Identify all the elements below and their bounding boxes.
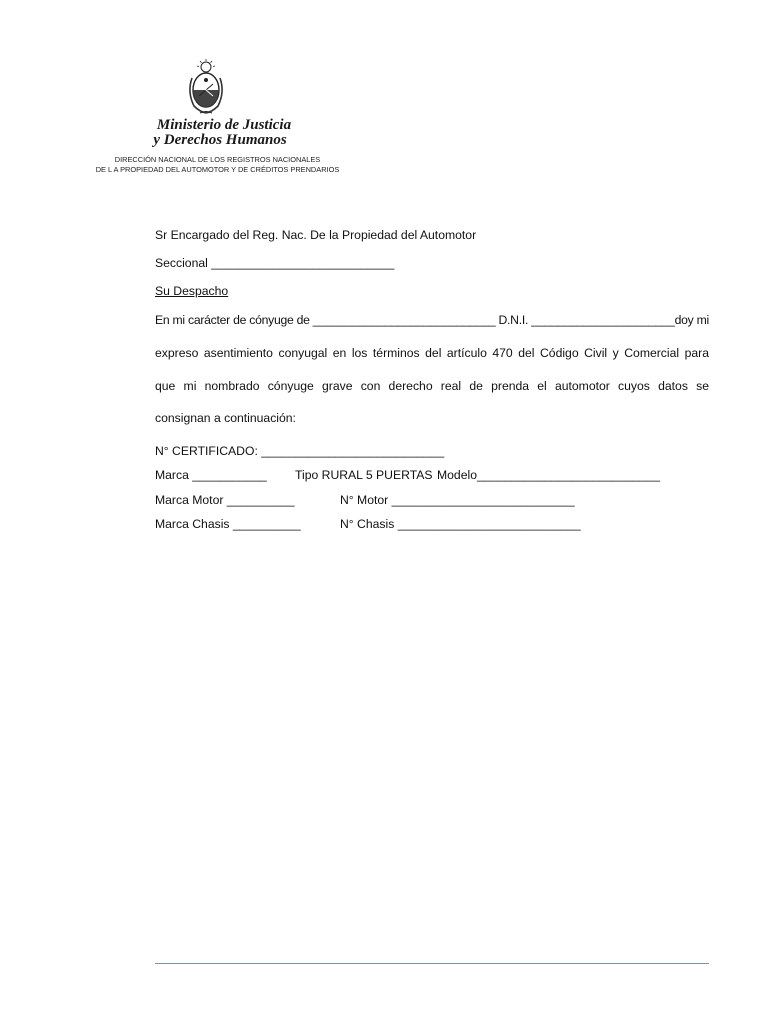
- certificado-field: N° CERTIFICADO: ___________________________: [155, 444, 445, 458]
- su-despacho: Su Despacho: [155, 284, 229, 298]
- argentina-coat-of-arms-icon: [186, 58, 226, 116]
- marca-chasis-field: Marca Chasis __________: [155, 517, 301, 531]
- addressee: Sr Encargado del Reg. Nac. De la Propiedad del Automotor: [155, 228, 477, 242]
- modelo-field: Modelo___________________________: [437, 468, 660, 482]
- marca-motor-field: Marca Motor __________: [155, 493, 295, 507]
- paragraph-line1: En mi carácter de cónyuge de ____________________________ D.N.I. ______________________doy mi: [155, 313, 709, 327]
- footer-divider: [155, 963, 709, 964]
- marca-field: Marca ___________: [155, 468, 267, 482]
- seccional-line: Seccional ___________________________: [155, 256, 395, 270]
- tipo-field: Tipo RURAL 5 PUERTAS: [295, 468, 433, 482]
- letterhead: [90, 52, 350, 182]
- paragraph-line2: expreso asentimiento conyugal en los términos del artículo 470 del Código Civil y Comercial para: [155, 346, 709, 360]
- paragraph-line4: consignan a continuación:: [155, 411, 296, 425]
- direccion-nacional: [90, 155, 345, 174]
- ministry-name: [90, 118, 350, 148]
- nro-chasis-field: N° Chasis ___________________________: [340, 517, 581, 531]
- direccion-line1: DIRECCIÓN NACIONAL DE LOS REGISTROS NACIONALES: [114, 155, 321, 164]
- ministry-line1: Ministerio de Justicia: [156, 117, 292, 133]
- nro-motor-field: N° Motor ___________________________: [340, 493, 575, 507]
- direccion-line2: DE L A PROPIEDAD DEL AUTOMOTOR Y DE CRÉDITOS PRENDARIOS: [95, 164, 340, 174]
- ministry-line2: y Derechos Humanos: [153, 132, 287, 148]
- paragraph-line3: que mi nombrado cónyuge grave con derecho real de prenda el automotor cuyos datos se: [155, 379, 709, 393]
